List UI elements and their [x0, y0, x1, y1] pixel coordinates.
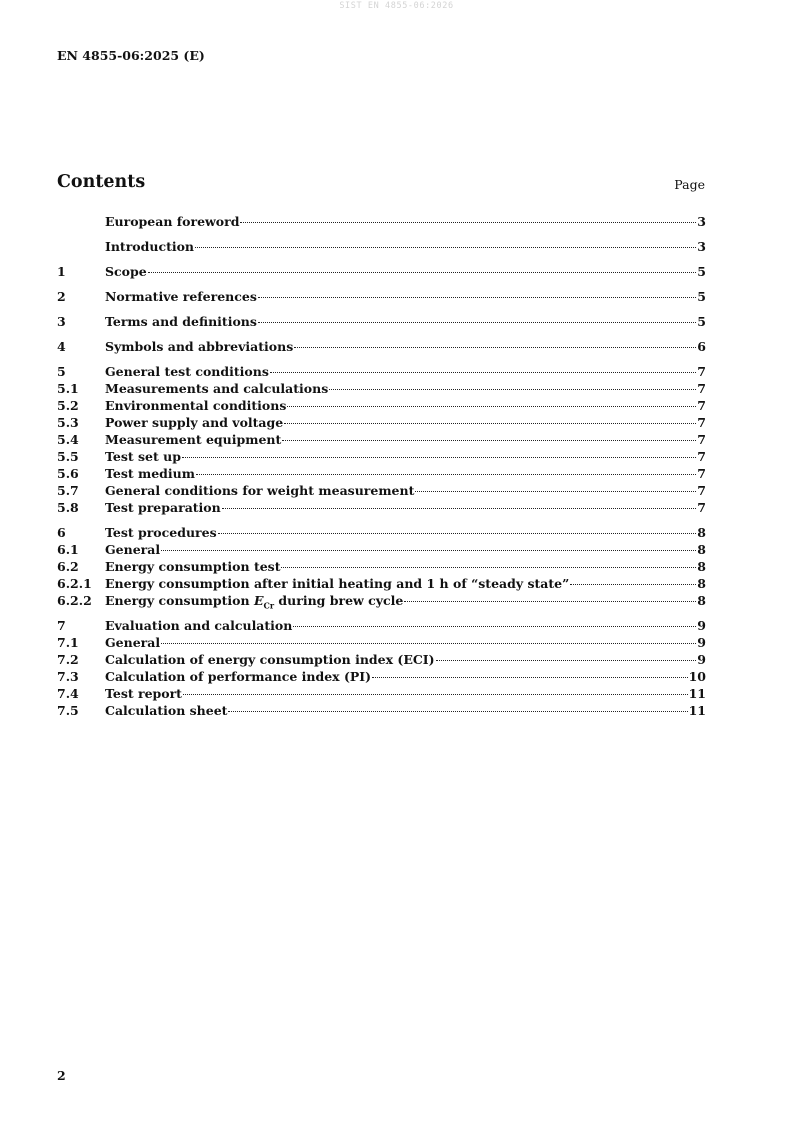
toc-entry-number: 5.6	[57, 466, 79, 481]
toc-entry-page: 8	[697, 542, 706, 557]
toc-entry-title[interactable]: Measurement equipment	[105, 432, 282, 447]
toc-entry-number: 7.1	[57, 635, 79, 650]
toc-leader-dots	[372, 677, 688, 678]
toc-leader-dots	[222, 508, 697, 509]
toc-entry-title[interactable]: Environmental conditions	[105, 398, 287, 413]
toc-leader-dots	[182, 457, 696, 458]
toc-leader-dots	[196, 474, 696, 475]
toc-entry[interactable]	[57, 238, 706, 255]
toc-entry-page: 9	[697, 652, 706, 667]
toc-entry-page: 5	[697, 289, 706, 304]
toc-entry-title[interactable]: Energy consumption after initial heating and 1 h of “steady state”	[105, 576, 570, 591]
toc-leader-dots	[436, 660, 697, 661]
toc-entry[interactable]	[57, 263, 706, 280]
toc-entry-title[interactable]: Introduction	[105, 239, 195, 254]
toc-entry-number: 6.1	[57, 542, 79, 557]
toc-leader-dots	[404, 601, 696, 602]
toc-leader-dots	[240, 222, 696, 223]
toc-leader-dots	[281, 567, 696, 568]
toc-entry[interactable]	[57, 541, 706, 558]
toc-leader-dots	[287, 406, 696, 407]
toc-entry-page: 7	[697, 364, 706, 379]
toc-entry[interactable]	[57, 592, 706, 609]
toc-entry-page: 8	[697, 559, 706, 574]
toc-entry-number: 5.8	[57, 500, 79, 515]
toc-entry-title[interactable]: Terms and definitions	[105, 314, 257, 329]
toc-entry-number: 1	[57, 264, 66, 279]
toc-entry[interactable]	[57, 431, 706, 448]
toc-entry-title[interactable]: European foreword	[105, 214, 240, 229]
table-of-contents	[57, 213, 706, 719]
toc-entry-title[interactable]: Test set up	[105, 449, 181, 464]
toc-entry-title[interactable]: Measurements and calculations	[105, 381, 329, 396]
toc-entry-page: 5	[697, 314, 706, 329]
toc-leader-dots	[282, 440, 696, 441]
toc-entry-number: 6.2.2	[57, 593, 92, 608]
toc-entry-page: 3	[697, 239, 706, 254]
toc-leader-dots	[228, 711, 687, 712]
toc-entry-page: 7	[697, 415, 706, 430]
toc-entry-page: 9	[697, 618, 706, 633]
toc-entry-title[interactable]: Symbols and abbreviations	[105, 339, 294, 354]
toc-entry[interactable]	[57, 685, 706, 702]
toc-entry-number: 5.5	[57, 449, 79, 464]
toc-leader-dots	[161, 643, 696, 644]
toc-entry-title[interactable]: Normative references	[105, 289, 257, 304]
toc-entry[interactable]	[57, 499, 706, 516]
toc-leader-dots	[570, 584, 696, 585]
toc-entry-title[interactable]: General conditions for weight measurement	[105, 483, 415, 498]
toc-entry-number: 7.3	[57, 669, 79, 684]
toc-entry-page: 8	[697, 525, 706, 540]
toc-leader-dots	[284, 423, 696, 424]
toc-leader-dots	[183, 694, 688, 695]
toc-entry-title[interactable]	[105, 592, 403, 615]
toc-leader-dots	[148, 272, 697, 273]
toc-entry[interactable]	[57, 558, 706, 575]
toc-entry-number: 2	[57, 289, 66, 304]
toc-entry-title[interactable]: Test report	[105, 686, 182, 701]
toc-entry-page: 11	[688, 686, 706, 701]
toc-entry-number: 7.2	[57, 652, 79, 667]
toc-entry[interactable]	[57, 617, 706, 634]
toc-leader-dots	[218, 533, 697, 534]
toc-entry-title[interactable]: Power supply and voltage	[105, 415, 284, 430]
toc-entry-number: 7.5	[57, 703, 79, 718]
toc-entry-title[interactable]: Test procedures	[105, 525, 217, 540]
document-id: EN 4855-06:2025 (E)	[57, 48, 205, 63]
toc-entry-title-suffix: during brew cycle	[274, 593, 404, 608]
toc-entry-title[interactable]: Scope	[105, 264, 147, 279]
toc-entry-page: 7	[697, 381, 706, 396]
toc-entry[interactable]	[57, 213, 706, 230]
toc-entry[interactable]	[57, 634, 706, 651]
page-number: 2	[57, 1068, 66, 1083]
toc-entry-page: 3	[697, 214, 706, 229]
toc-entry[interactable]	[57, 465, 706, 482]
toc-entry-page: 7	[697, 500, 706, 515]
toc-entry-title[interactable]: Calculation of performance index (PI)	[105, 669, 372, 684]
toc-entry-page: 7	[697, 449, 706, 464]
toc-entry[interactable]	[57, 414, 706, 431]
toc-entry-number: 5.7	[57, 483, 79, 498]
toc-entry[interactable]	[57, 363, 706, 380]
toc-entry-page: 7	[697, 483, 706, 498]
toc-entry[interactable]	[57, 575, 706, 592]
toc-entry-number: 5.4	[57, 432, 79, 447]
toc-entry[interactable]	[57, 448, 706, 465]
toc-entry-number: 5.1	[57, 381, 79, 396]
toc-entry-number: 3	[57, 314, 66, 329]
toc-entry-page: 7	[697, 398, 706, 413]
toc-entry-number: 7	[57, 618, 66, 633]
page-column-label: Page	[674, 177, 705, 192]
toc-entry[interactable]	[57, 338, 706, 355]
toc-entry-page: 7	[697, 432, 706, 447]
toc-leader-dots	[293, 626, 696, 627]
toc-entry-page: 5	[697, 264, 706, 279]
toc-entry-title-variable: E	[253, 593, 264, 608]
toc-entry-number: 5.3	[57, 415, 79, 430]
watermark: SIST EN 4855-06:2026	[339, 1, 454, 11]
toc-entry-title[interactable]: Evaluation and calculation	[105, 618, 293, 633]
toc-entry-page: 8	[697, 576, 706, 591]
toc-entry-title[interactable]: Calculation of energy consumption index (ECI)	[105, 652, 435, 667]
toc-leader-dots	[258, 322, 696, 323]
toc-entry[interactable]	[57, 651, 706, 668]
toc-entry[interactable]	[57, 482, 706, 499]
toc-entry-page: 6	[697, 339, 706, 354]
toc-leader-dots	[195, 247, 696, 248]
toc-entry-number: 6.2.1	[57, 576, 92, 591]
toc-entry-page: 11	[688, 703, 706, 718]
page-title: Contents	[57, 172, 146, 192]
toc-entry[interactable]	[57, 288, 706, 305]
toc-leader-dots	[258, 297, 696, 298]
toc-entry-title[interactable]: Test medium	[105, 466, 195, 481]
toc-entry[interactable]	[57, 313, 706, 330]
toc-leader-dots	[329, 389, 696, 390]
toc-entry-title-subscript: Cr	[263, 600, 275, 611]
toc-leader-dots	[270, 372, 696, 373]
toc-entry[interactable]	[57, 397, 706, 414]
toc-entry-page: 7	[697, 466, 706, 481]
toc-entry-page: 10	[688, 669, 706, 684]
toc-entry-title[interactable]: Test preparation	[105, 500, 221, 515]
toc-leader-dots	[415, 491, 696, 492]
toc-leader-dots	[161, 550, 696, 551]
toc-entry-title[interactable]: General	[105, 542, 161, 557]
toc-entry[interactable]	[57, 702, 706, 719]
toc-entry[interactable]	[57, 524, 706, 541]
toc-entry-number: 5.2	[57, 398, 79, 413]
toc-entry-number: 6.2	[57, 559, 79, 574]
toc-leader-dots	[294, 347, 696, 348]
toc-entry-title[interactable]: Energy consumption test	[105, 559, 281, 574]
toc-entry-title[interactable]: General	[105, 635, 161, 650]
toc-entry-title[interactable]: Calculation sheet	[105, 703, 228, 718]
toc-entry-number: 7.4	[57, 686, 79, 701]
toc-entry[interactable]	[57, 668, 706, 685]
toc-entry-title-prefix: Energy consumption	[105, 593, 254, 608]
toc-entry-number: 6	[57, 525, 66, 540]
toc-entry-title[interactable]: General test conditions	[105, 364, 269, 379]
toc-entry-page: 9	[697, 635, 706, 650]
toc-entry-number: 5	[57, 364, 66, 379]
toc-entry-number: 4	[57, 339, 66, 354]
toc-entry[interactable]	[57, 380, 706, 397]
toc-entry-page: 8	[697, 593, 706, 608]
